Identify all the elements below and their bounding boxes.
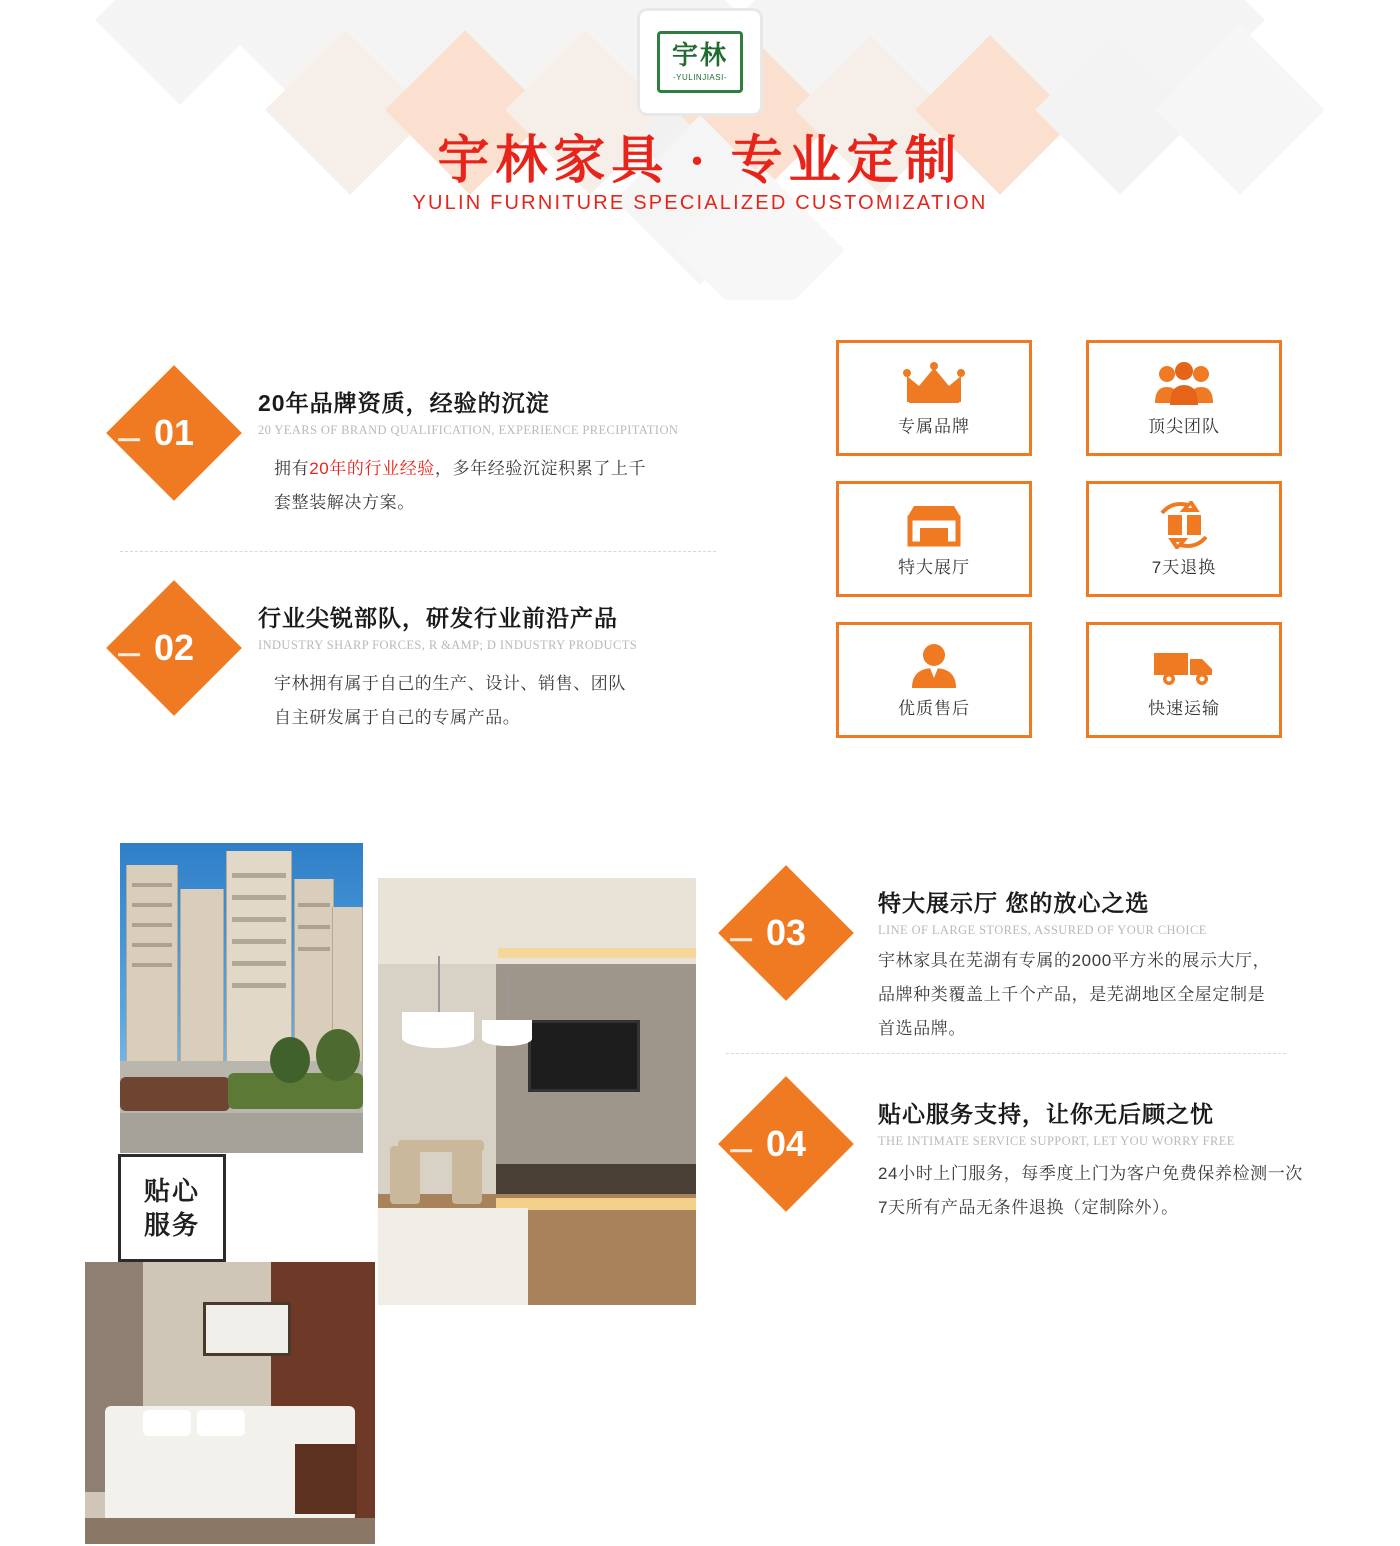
feature-03-text — [878, 885, 1378, 1046]
feature-04-title: 贴心服务支持，让你无后顾之忧 — [878, 1101, 1214, 1127]
feature-block-02 — [126, 600, 746, 735]
photo-building — [120, 843, 363, 1153]
step-number-badge-01 — [106, 365, 242, 501]
advantage-cell-top-team[interactable] — [1086, 340, 1282, 456]
service-badge-line1: 贴心 — [143, 1176, 200, 1206]
logo-seal-icon — [657, 31, 743, 93]
step-number-03: 03 — [765, 911, 807, 953]
feature-03-body — [878, 944, 1378, 1046]
feature-01-title: 20年品牌资质，经验的沉淀 — [258, 390, 550, 416]
page-subtitle: YULIN FURNITURE SPECIALIZED CUSTOMIZATION — [412, 192, 988, 214]
advantage-cell-7day-return[interactable] — [1086, 481, 1282, 597]
advantage-cell-after-sales[interactable] — [836, 622, 1032, 738]
advantage-label-5: 快速运输 — [1148, 698, 1220, 718]
step-number-badge-02 — [106, 580, 242, 716]
feature-01-title-en: 20 YEARS OF BRAND QUALIFICATION, EXPERIENCE PRECIPITATION — [258, 423, 679, 437]
service-agent-icon — [908, 642, 960, 690]
page-header — [0, 0, 1400, 300]
feature-02-title-en: INDUSTRY SHARP FORCES, R &AMP; D INDUSTRY PRODUCTS — [258, 638, 638, 652]
step-number-badge-03 — [718, 865, 854, 1001]
feature-03-title-en: LINE OF LARGE STORES, ASSURED OF YOUR CHOICE — [878, 923, 1207, 937]
feature-04-text — [878, 1096, 1378, 1225]
feature-02-body-line2: 自主研发属于自己的专属产品。 — [274, 708, 521, 727]
feature-02-body — [258, 667, 746, 735]
advantage-label-4: 优质售后 — [898, 698, 970, 718]
feature-04-title-en: THE INTIMATE SERVICE SUPPORT, LET YOU WORRY FREE — [878, 1134, 1235, 1148]
feature-divider-right — [726, 1053, 1286, 1054]
feature-01-text — [258, 385, 746, 520]
storefront-icon — [904, 501, 964, 549]
feature-03-body-line3: 首选品牌。 — [878, 1019, 966, 1038]
advantage-cell-exclusive-brand[interactable] — [836, 340, 1032, 456]
feature-04-body — [878, 1157, 1378, 1225]
crown-icon — [903, 360, 965, 408]
photo-living-room — [378, 878, 696, 1305]
feature-04-body-line1: 24小时上门服务，每季度上门为客户免费保养检测一次 — [878, 1164, 1303, 1183]
feature-01-body-highlight: 20年的行业经验 — [309, 459, 435, 478]
step-number-01: 01 — [153, 411, 195, 453]
brand-logo — [637, 8, 763, 116]
service-badge — [118, 1154, 226, 1262]
step-number-02: 02 — [153, 626, 195, 668]
feature-01-body-line2: 套整装解决方案。 — [274, 493, 415, 512]
advantage-label-2: 特大展厅 — [898, 557, 970, 577]
feature-03-title-main: 特大展示厅 — [878, 890, 998, 916]
advantage-cell-large-showroom[interactable] — [836, 481, 1032, 597]
feature-02-title: 行业尖锐部队，研发行业前沿产品 — [258, 605, 618, 631]
feature-block-03 — [738, 885, 1378, 1046]
advantage-cell-fast-shipping[interactable] — [1086, 622, 1282, 738]
logo-pinyin-text: -YULINJIASI- — [672, 72, 727, 82]
page-title: 宇林家具 · 专业定制 — [437, 133, 963, 190]
advantage-label-3: 7天退换 — [1151, 557, 1217, 577]
feature-02-text — [258, 600, 746, 735]
advantage-label-1: 顶尖团队 — [1148, 416, 1220, 436]
return-exchange-icon — [1154, 501, 1214, 549]
advantage-label-0: 专属品牌 — [898, 416, 970, 436]
photo-bedroom — [85, 1262, 375, 1544]
feature-01-body — [258, 452, 746, 520]
step-number-04: 04 — [765, 1122, 807, 1164]
feature-01-body-pre: 拥有 — [274, 459, 310, 478]
feature-04-body-line2: 7天所有产品无条件退换（定制除外）。 — [878, 1198, 1179, 1217]
logo-chinese-text: 宇林 — [671, 40, 728, 70]
feature-03-body-line2: 品牌种类覆盖上千个产品，是芜湖地区全屋定制是 — [878, 985, 1266, 1004]
step-number-badge-04 — [718, 1076, 854, 1212]
service-badge-line2: 服务 — [143, 1210, 200, 1240]
feature-01-body-post: ，多年经验沉淀积累了上千 — [434, 459, 647, 478]
feature-block-04 — [738, 1096, 1378, 1225]
team-icon — [1153, 360, 1215, 408]
feature-block-01 — [126, 385, 746, 520]
truck-icon — [1152, 642, 1216, 690]
feature-03-title-sub: 您的放心之选 — [1005, 890, 1150, 916]
feature-03-body-line1: 宇林家具在芜湖有专属的2000平方米的展示大厅， — [878, 951, 1271, 970]
feature-divider-left — [120, 551, 716, 552]
feature-03-title — [878, 885, 1378, 918]
feature-02-body-line1: 宇林拥有属于自己的生产、设计、销售、团队 — [274, 674, 626, 693]
advantages-grid — [836, 340, 1282, 738]
